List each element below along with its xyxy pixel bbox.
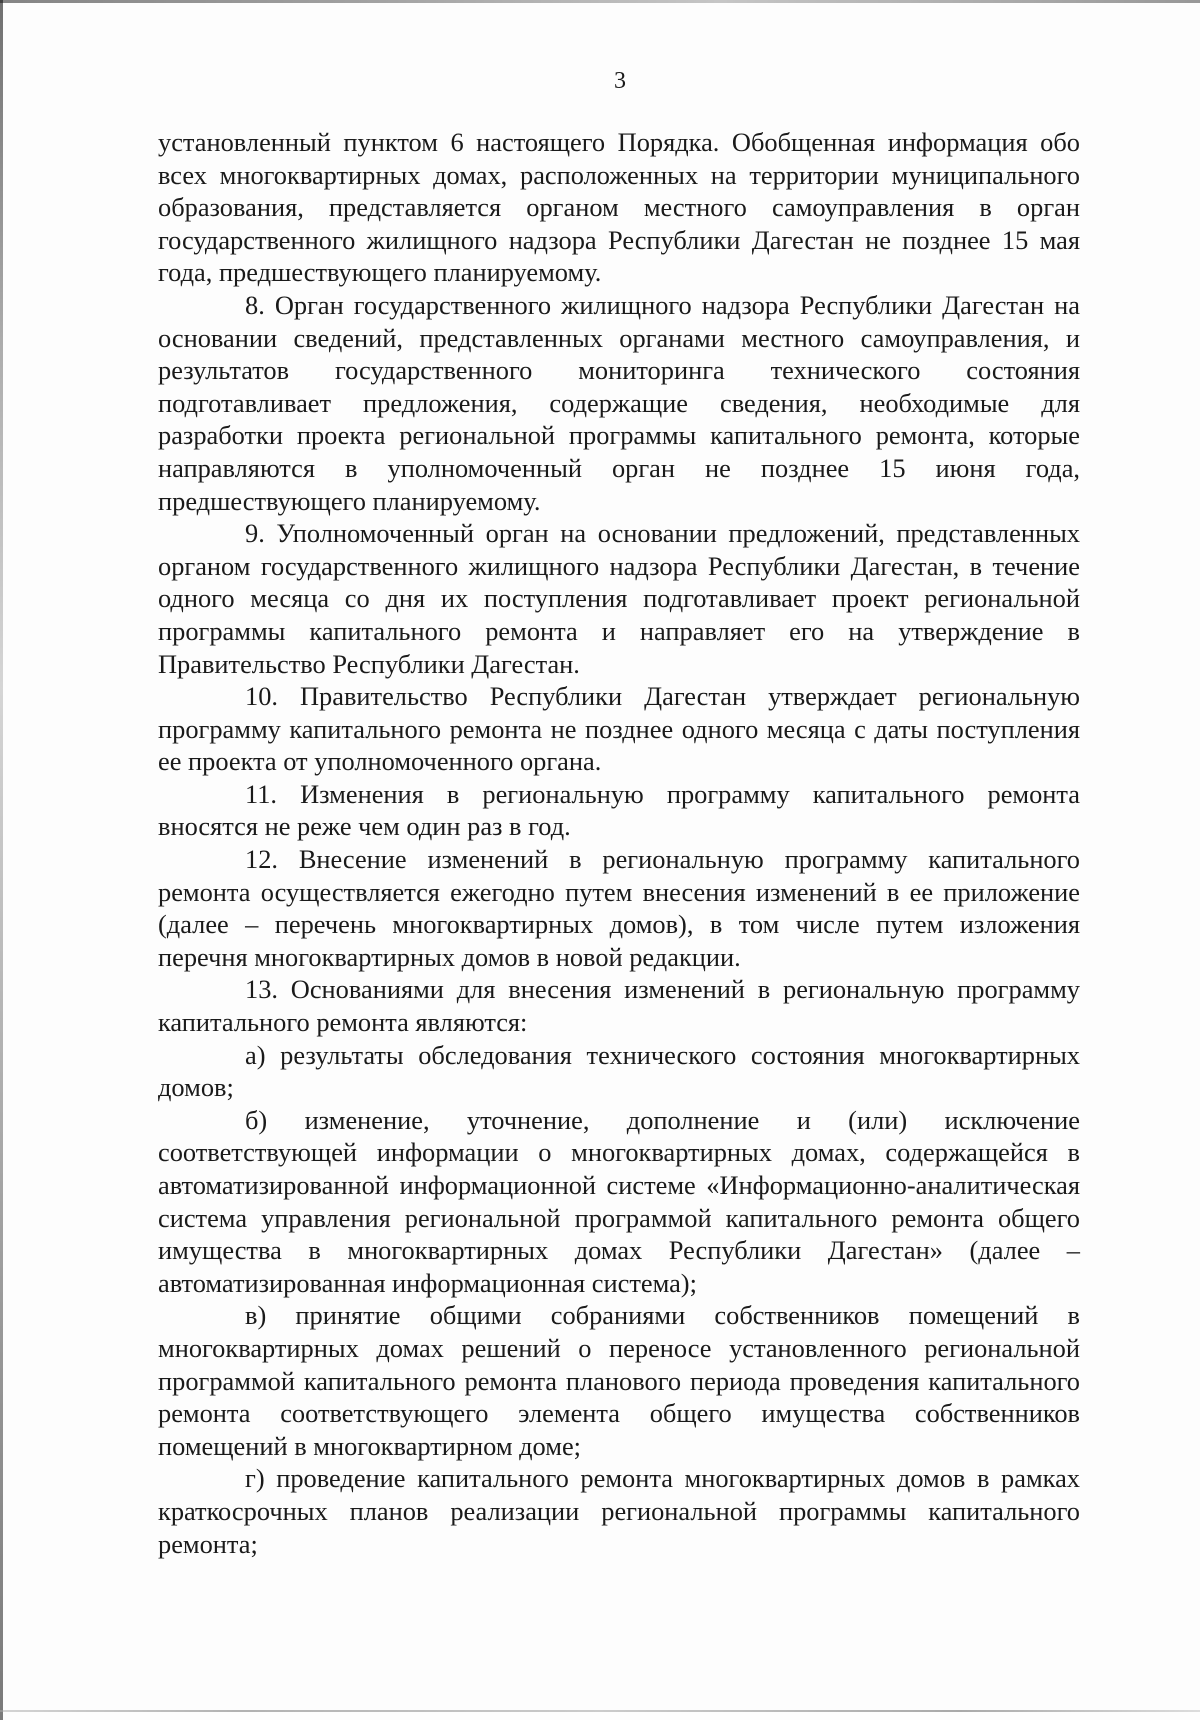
subitem-b: б) изменение, уточнение, дополнение и (или) исключение соответствующей информации о многоквартирных домах, содержащейся в автоматизированной информационной системе «Информационно-аналитическая система управления региональной программой капитального ремонта общего имущества в многоквартирных домах Республики Дагестан» (далее – автоматизированная информационная система); — [158, 1104, 1080, 1298]
document-body — [158, 126, 1080, 1560]
paragraph-item-9: 9. Уполномоченный орган на основании предложений, представленных органом государственного жилищного надзора Республики Дагестан, в течение одного месяца со дня их поступления подготавливает проект региональной программы капитального ремонта и направляет его на утверждение в Правительство Республики Дагестан. — [158, 518, 1080, 679]
paragraph-item-13: 13. Основаниями для внесения изменений в региональную программу капитального ремонта являются: — [158, 974, 1080, 1038]
page-number: 3 — [614, 68, 626, 94]
paragraph-item-8: 8. Орган государственного жилищного надзора Республики Дагестан на основании сведений, представленных органами местного самоуправления, и результатов государственного мониторинга технического состояния подготавливает предложения, содержащие сведения, необходимые для разработки проекта региональной программы капитального ремонта, которые направляются в уполномоченный орган не позднее 15 июня года, предшествующего планируемому. — [158, 289, 1080, 516]
subitem-g: г) проведение капитального ремонта многоквартирных домов в рамках краткосрочных планов реализации региональной программы капитального ремонта; — [158, 1463, 1080, 1559]
subitem-a: а) результаты обследования технического состояния многоквартирных домов; — [158, 1039, 1080, 1103]
paragraph-item-12: 12. Внесение изменений в региональную программу капитального ремонта осуществляется ежегодно путем внесения изменений в ее приложение (далее – перечень многоквартирных домов), в том числе путем изложения перечня многоквартирных домов в новой редакции. — [158, 844, 1080, 972]
subitem-v: в) принятие общими собраниями собственников помещений в многоквартирных домах решений о переносе установленного региональной программой капитального ремонта планового периода проведения капитального ремонта соответствующего элемента общего имущества собственников помещений в многоквартирном доме; — [158, 1300, 1080, 1461]
paragraph-item-11: 11. Изменения в региональную программу капитального ремонта вносятся не реже чем один раз в год. — [158, 778, 1080, 842]
scan-edge-bottom — [0, 1710, 1200, 1712]
paragraph-item-10: 10. Правительство Республики Дагестан утверждает региональную программу капитального ремонта не позднее одного месяца с даты поступления ее проекта от уполномоченного органа. — [158, 681, 1080, 777]
paragraph-continuation: установленный пунктом 6 настоящего Порядка. Обобщенная информация обо всех многоквартирных домах, расположенных на территории муниципального образования, представляется органом местного самоуправления в орган государственного жилищного надзора Республики Дагестан не позднее 15 мая года, предшествующего планируемому. — [158, 127, 1080, 288]
scan-edge-top — [0, 0, 1200, 3]
scan-edge-left — [0, 0, 3, 1720]
